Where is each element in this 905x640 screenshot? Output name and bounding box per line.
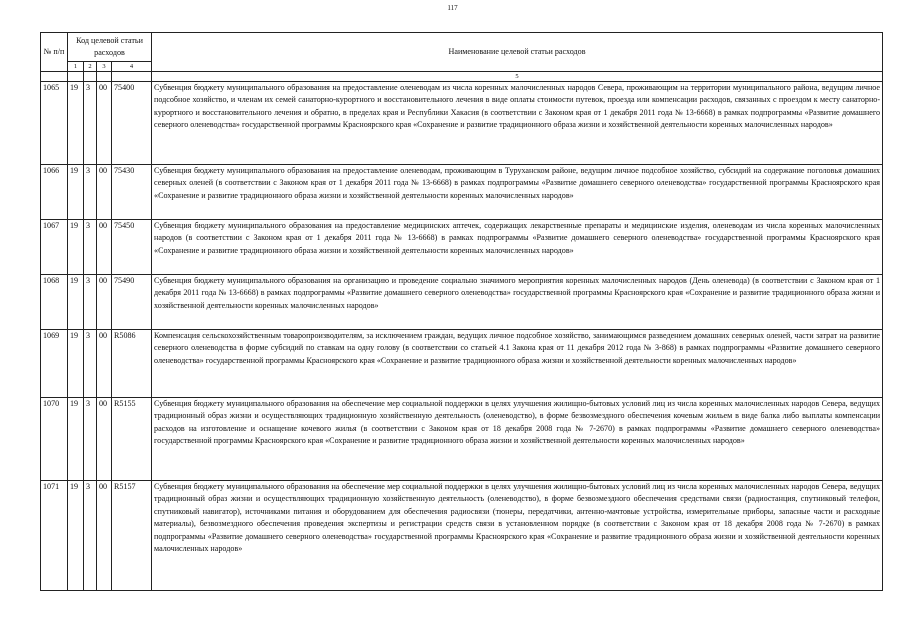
code-part-3: 00	[97, 481, 112, 591]
table-row	[41, 82, 883, 165]
expense-description: Субвенция бюджету муниципального образования на организацию и проведение социально значимого мероприятия коренных малочисленных народов (День оленевода) (в соответствии с Законом края от 1 декабря 2011 года № 13-6668) в рамках подпрограммы «Развитие домашнего северного оленеводства» государственной программы Красноярского края «Сохранение и развитие традиционного образа жизни и хозяйственной деятельности коренных малочисленных народов»	[152, 275, 883, 330]
code-part-3: 00	[97, 275, 112, 330]
header-idx-2: 2	[84, 62, 97, 72]
page-number: 117	[447, 4, 458, 12]
code-part-2: 3	[84, 220, 97, 275]
header-idx-blank	[97, 72, 112, 82]
row-number: 1069	[41, 330, 68, 398]
code-part-2: 3	[84, 275, 97, 330]
code-part-4: R5086	[112, 330, 152, 398]
budget-table	[40, 32, 883, 591]
header-idx-blank	[112, 72, 152, 82]
header-row	[41, 33, 883, 62]
table-row	[41, 165, 883, 220]
header-idx-blank	[68, 72, 84, 82]
header-num: № п/п	[41, 33, 68, 72]
code-part-2: 3	[84, 398, 97, 481]
code-part-3: 00	[97, 220, 112, 275]
table-row	[41, 398, 883, 481]
code-part-3: 00	[97, 398, 112, 481]
code-part-1: 19	[68, 220, 84, 275]
header-idx-5: 5	[152, 72, 883, 82]
expense-description: Субвенция бюджету муниципального образования на предоставление оленеводам, проживающим в Туруханском районе, ведущим личное подсобное хозяйство, субсидий на содержание поголовья домашних северных оленей (в соответствии с Законом края от 1 декабря 2011 года № 13-6668) в рамках подпрограммы «Развитие домашнего северного оленеводства» государственной программы Красноярского края «Сохранение и развитие традиционного образа жизни и хозяйственной деятельности коренных малочисленных народов»	[152, 165, 883, 220]
code-part-4: 75400	[112, 82, 152, 165]
code-part-2: 3	[84, 330, 97, 398]
header-idx-3: 3	[97, 62, 112, 72]
row-number: 1068	[41, 275, 68, 330]
header-idx-blank	[41, 72, 68, 82]
row-number: 1066	[41, 165, 68, 220]
code-part-1: 19	[68, 398, 84, 481]
header-name: Наименование целевой статьи расходов	[152, 33, 883, 72]
expense-description: Субвенция бюджету муниципального образования на обеспечение мер социальной поддержки в целях улучшения жилищно-бытовых условий лиц из числа коренных малочисленных народов Севера, ведущих традиционный образ жизни и осуществляющих традиционную хозяйственную деятельность (оленеводство), в форме безвозмездного обеспечения средствами связи (радиостанция, спутниковый телефон, спутниковый навигатор), источниками питания и оборудованием для обеспечения радиосвязи (тюнеры, передатчики, антенно-мачтовые устройства, измерительные приборы, запасные части и расходные материалы), безвозмездного обеспечения проведения экспертизы и регистрации средств связи в установленном порядке (в соответствии с Законом края от 18 декабря 2008 года № 7-2670) в рамках подпрограммы «Развитие домашнего северного оленеводства» государственной программы Красноярского края «Сохранение и развитие традиционного образа жизни и хозяйственной деятельности коренных малочисленных народов»	[152, 481, 883, 591]
code-part-4: R5155	[112, 398, 152, 481]
expense-description: Субвенция бюджету муниципального образования на предоставление оленеводам из числа коренных малочисленных народов Севера, проживающим на территории муниципального района, ведущим личное подсобное хозяйство, и членам их семей санаторно-курортного и восстановительного лечения в виде оплаты стоимости путевок, проезда или компенсации расходов, связанных с проездом к месту санаторно-курортного и восстановительного лечения и обратно, в пределах края и Республики Хакасия (в соответствии с Законом края от 1 декабря 2011 года № 13-6668) в рамках подпрограммы «Развитие домашнего северного оленеводства» государственной программы Красноярского края «Сохранение и развитие традиционного образа жизни и хозяйственной деятельности коренных малочисленных народов»	[152, 82, 883, 165]
header-code: Код целевой статьи расходов	[68, 33, 152, 62]
code-part-4: 75450	[112, 220, 152, 275]
header-index-row-2	[41, 72, 883, 82]
code-part-3: 00	[97, 165, 112, 220]
code-part-1: 19	[68, 330, 84, 398]
table-row	[41, 275, 883, 330]
code-part-2: 3	[84, 82, 97, 165]
row-number: 1065	[41, 82, 68, 165]
row-number: 1067	[41, 220, 68, 275]
table-row	[41, 220, 883, 275]
code-part-1: 19	[68, 481, 84, 591]
table-row	[41, 330, 883, 398]
code-part-3: 00	[97, 330, 112, 398]
header-idx-blank	[84, 72, 97, 82]
expense-description: Компенсация сельскохозяйственным товаропроизводителям, за исключением граждан, ведущих личное подсобное хозяйство, занимающимся разведением домашних северных оленей, части затрат на развитие северного оленеводства в форме субсидий по ставкам на одну голову (в соответствии со статьей 4.1 Закона края от 11 декабря 2012 года № 3-868) в рамках подпрограммы «Развитие домашнего северного оленеводства» государственной программы Красноярского края «Сохранение и развитие традиционного образа жизни и хозяйственной деятельности коренных малочисленных народов»	[152, 330, 883, 398]
expense-description: Субвенция бюджету муниципального образования на предоставление медицинских аптечек, содержащих лекарственные препараты и медицинские изделия, оленеводам из числа коренных малочисленных народов (в соответствии с Законом края от 1 декабря 2011 года № 13-6668) в рамках подпрограммы «Развитие домашнего северного оленеводства» государственной программы Красноярского края «Сохранение и развитие традиционного образа жизни и хозяйственной деятельности коренных малочисленных народов»	[152, 220, 883, 275]
code-part-2: 3	[84, 481, 97, 591]
row-number: 1070	[41, 398, 68, 481]
code-part-3: 00	[97, 82, 112, 165]
row-number: 1071	[41, 481, 68, 591]
code-part-1: 19	[68, 275, 84, 330]
code-part-2: 3	[84, 165, 97, 220]
code-part-1: 19	[68, 82, 84, 165]
code-part-4: 75490	[112, 275, 152, 330]
header-idx-1: 1	[68, 62, 84, 72]
code-part-1: 19	[68, 165, 84, 220]
expense-description: Субвенция бюджету муниципального образования на обеспечение мер социальной поддержки в целях улучшения жилищно-бытовых условий лиц из числа коренных малочисленных народов Севера, ведущих традиционный образ жизни и осуществляющих традиционную хозяйственную деятельность (оленеводство), в форме безвозмездного обеспечения кочевым жильем в виде балка либо выплаты компенсации расходов на изготовление и оснащение кочевого жилья (в соответствии с Законом края от 18 декабря 2008 года № 7-2670) в рамках подпрограммы «Развитие домашнего северного оленеводства» государственной программы Красноярского края «Сохранение и развитие традиционного образа жизни и хозяйственной деятельности коренных малочисленных народов»	[152, 398, 883, 481]
code-part-4: R5157	[112, 481, 152, 591]
code-part-4: 75430	[112, 165, 152, 220]
header-idx-4: 4	[112, 62, 152, 72]
table-row	[41, 481, 883, 591]
